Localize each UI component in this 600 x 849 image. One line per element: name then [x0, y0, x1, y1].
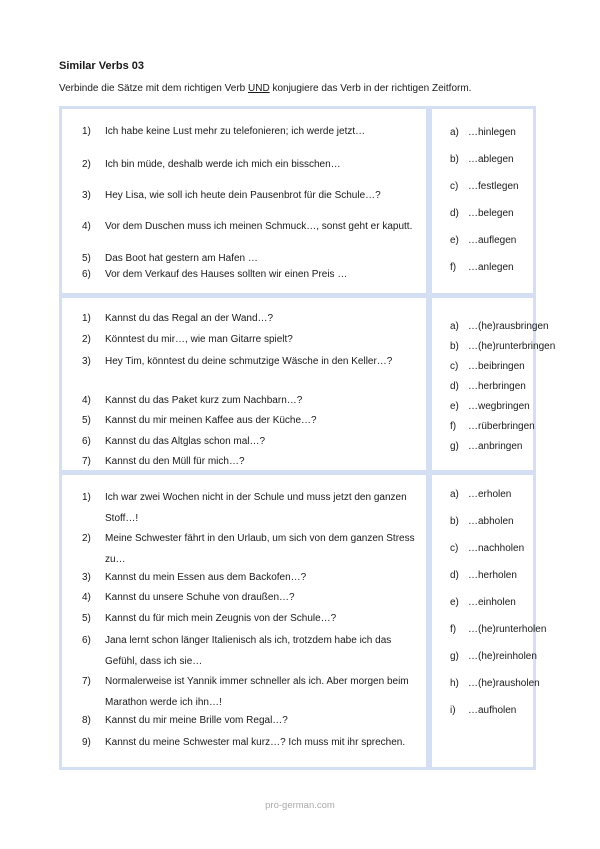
option-letter: a)	[450, 321, 459, 332]
sentence-item	[77, 351, 418, 372]
option-item	[450, 261, 514, 275]
option-letter: b)	[450, 154, 459, 165]
option-letter: c)	[450, 361, 459, 372]
option-item	[450, 488, 511, 502]
sentence-item	[77, 712, 418, 729]
instructions	[59, 83, 471, 94]
sentence-text: Kannst du mein Essen aus dem Backofen…?	[105, 572, 307, 583]
option-item	[450, 380, 526, 394]
option-text: …festlegen	[468, 181, 519, 192]
sentence-text: Kannst du das Regal an der Wand…?	[105, 313, 274, 324]
option-text: …wegbringen	[468, 401, 530, 412]
option-letter: e)	[450, 401, 459, 412]
option-text: …belegen	[468, 208, 514, 219]
sentence-item	[77, 487, 418, 529]
option-item	[450, 542, 524, 556]
sentence-text: Meine Schwester fährt in den Urlaub, um sich von dem ganzen Stress zu…	[105, 533, 415, 565]
sentence-number: 9)	[82, 737, 91, 748]
option-text: …(he)runterholen	[468, 624, 547, 635]
option-text: …hinlegen	[468, 127, 516, 138]
sentence-text: Kannst du das Altglas schon mal…?	[105, 436, 266, 447]
option-item	[450, 623, 546, 637]
sentence-item	[77, 266, 418, 283]
sentence-number: 4)	[82, 592, 91, 603]
sentence-text: Hey Tim, könntest du deine schmutzige Wäsche in den Keller…?	[105, 356, 393, 367]
sentence-item	[77, 589, 418, 606]
sentence-number: 2)	[82, 533, 91, 544]
option-text: …(he)rausholen	[468, 678, 540, 689]
sentence-item	[77, 310, 418, 327]
option-text: …auflegen	[468, 235, 517, 246]
option-letter: d)	[450, 570, 459, 581]
sentence-number: 5)	[82, 613, 91, 624]
option-letter: a)	[450, 127, 459, 138]
option-text: …herbringen	[468, 381, 526, 392]
sentence-text: Kannst du den Müll für mich…?	[105, 456, 245, 467]
sentence-number: 2)	[82, 159, 91, 170]
sentence-number: 6)	[82, 269, 91, 280]
option-letter: e)	[450, 597, 459, 608]
section-2-options	[432, 298, 556, 470]
sentence-text: Könntest du mir…, wie man Gitarre spielt?	[105, 334, 293, 345]
sentence-item	[77, 123, 418, 140]
sentence-number: 4)	[82, 221, 91, 232]
option-item	[450, 360, 525, 374]
sentence-number: 5)	[82, 253, 91, 264]
option-item	[450, 400, 530, 414]
option-letter: a)	[450, 489, 459, 500]
option-item	[450, 126, 516, 140]
option-item	[450, 420, 535, 434]
option-item	[450, 320, 549, 334]
sentence-item	[77, 392, 418, 409]
sentence-number: 3)	[82, 190, 91, 201]
section-2-sentences	[62, 298, 426, 470]
option-item	[450, 704, 516, 718]
sentence-number: 5)	[82, 415, 91, 426]
sentence-item	[77, 250, 418, 267]
option-letter: g)	[450, 441, 459, 452]
option-item	[450, 207, 514, 221]
sentence-text: Ich war zwei Wochen nicht in der Schule und muss jetzt den ganzen Stoff…!	[105, 492, 407, 524]
sentence-number: 3)	[82, 356, 91, 367]
sentence-item	[77, 453, 418, 470]
option-text: …herholen	[468, 570, 517, 581]
exercise-grid	[59, 106, 556, 770]
sentence-text: Das Boot hat gestern am Hafen …	[105, 253, 258, 264]
sentence-number: 7)	[82, 456, 91, 467]
option-item	[450, 440, 522, 454]
option-text: …nachholen	[468, 543, 525, 554]
option-letter: f)	[450, 421, 457, 432]
option-text: …ablegen	[468, 154, 514, 165]
sentence-number: 1)	[82, 313, 91, 324]
option-item	[450, 234, 516, 248]
sentence-number: 4)	[82, 395, 91, 406]
sentence-text: Ich habe keine Lust mehr zu telefonieren; ich werde jetzt…	[105, 126, 366, 137]
option-letter: f)	[450, 262, 457, 273]
option-item	[450, 569, 517, 583]
sentence-item	[77, 156, 418, 173]
sentence-number: 7)	[82, 676, 91, 687]
sentence-number: 1)	[82, 492, 91, 503]
sentence-text: Kannst du für mich mein Zeugnis von der Schule…?	[105, 613, 337, 624]
option-text: …(he)runterbringen	[468, 341, 556, 352]
option-text: …(he)reinholen	[468, 651, 537, 662]
option-letter: e)	[450, 235, 459, 246]
worksheet-title: Similar Verbs 03	[59, 60, 144, 72]
option-letter: f)	[450, 624, 457, 635]
option-item	[450, 677, 540, 691]
sentence-item	[77, 630, 418, 672]
sentence-item	[77, 671, 418, 713]
option-item	[450, 515, 514, 529]
section-3-sentences	[62, 475, 426, 767]
option-letter: d)	[450, 381, 459, 392]
sentence-number: 6)	[82, 635, 91, 646]
option-letter: g)	[450, 651, 459, 662]
option-letter: d)	[450, 208, 459, 219]
option-letter: b)	[450, 516, 459, 527]
option-letter: b)	[450, 341, 459, 352]
instructions-emphasis: UND	[248, 83, 270, 94]
option-letter: c)	[450, 543, 459, 554]
section-3-options	[432, 475, 547, 767]
sentence-number: 3)	[82, 572, 91, 583]
sentence-text: Kannst du das Paket kurz zum Nachbarn…?	[105, 395, 303, 406]
instructions-text-1: Verbinde die Sätze mit dem richtigen Verb	[59, 83, 248, 94]
sentence-text: Jana lernt schon länger Italienisch als ich, trotzdem habe ich das Gefühl, dass ich sie…	[105, 635, 392, 667]
option-letter: i)	[450, 705, 456, 716]
sentence-item	[77, 412, 418, 429]
sentence-number: 2)	[82, 334, 91, 345]
sentence-text: Kannst du unsere Schuhe von draußen…?	[105, 592, 295, 603]
sentence-item	[77, 610, 418, 627]
option-text: …abholen	[468, 516, 514, 527]
sentence-number: 1)	[82, 126, 91, 137]
option-item	[450, 153, 514, 167]
option-item	[450, 180, 519, 194]
option-text: …rüberbringen	[468, 421, 535, 432]
sentence-item	[77, 732, 418, 753]
option-text: …erholen	[468, 489, 512, 500]
option-text: …anbringen	[468, 441, 523, 452]
sentence-item	[77, 528, 418, 570]
option-text: …(he)rausbringen	[468, 321, 549, 332]
option-item	[450, 596, 516, 610]
option-item	[450, 340, 555, 354]
instructions-text-2: konjugiere das Verb in der richtigen Zeitform.	[269, 83, 472, 94]
sentence-text: Hey Lisa, wie soll ich heute dein Pausenbrot für die Schule…?	[105, 190, 381, 201]
sentence-item	[77, 187, 418, 204]
sentence-number: 6)	[82, 436, 91, 447]
option-text: …beibringen	[468, 361, 525, 372]
sentence-text: Kannst du mir meinen Kaffee aus der Küche…?	[105, 415, 317, 426]
sentence-item	[77, 433, 418, 450]
sentence-item	[77, 218, 418, 235]
sentence-text: Kannst du meine Schwester mal kurz…? Ich muss mit ihr sprechen.	[105, 737, 406, 748]
option-letter: h)	[450, 678, 459, 689]
section-1-sentences	[62, 109, 426, 293]
sentence-text: Kannst du mir meine Brille vom Regal…?	[105, 715, 288, 726]
section-1-options	[432, 109, 533, 293]
sentence-text: Vor dem Duschen muss ich meinen Schmuck…, sonst geht er kaputt.	[105, 221, 413, 232]
sentence-text: Normalerweise ist Yannik immer schneller als ich. Aber morgen beim Marathon werde ich ihn…!	[105, 676, 409, 708]
sentence-text: Ich bin müde, deshalb werde ich mich ein bisschen…	[105, 159, 341, 170]
option-text: …aufholen	[468, 705, 517, 716]
footer-site-name: pro-german.com	[265, 800, 335, 811]
option-letter: c)	[450, 181, 459, 192]
option-text: …anlegen	[468, 262, 514, 273]
sentence-item	[77, 569, 418, 586]
option-item	[450, 650, 537, 664]
sentence-text: Vor dem Verkauf des Hauses sollten wir einen Preis …	[105, 269, 348, 280]
sentence-number: 8)	[82, 715, 91, 726]
option-text: …einholen	[468, 597, 516, 608]
sentence-item	[77, 331, 418, 348]
